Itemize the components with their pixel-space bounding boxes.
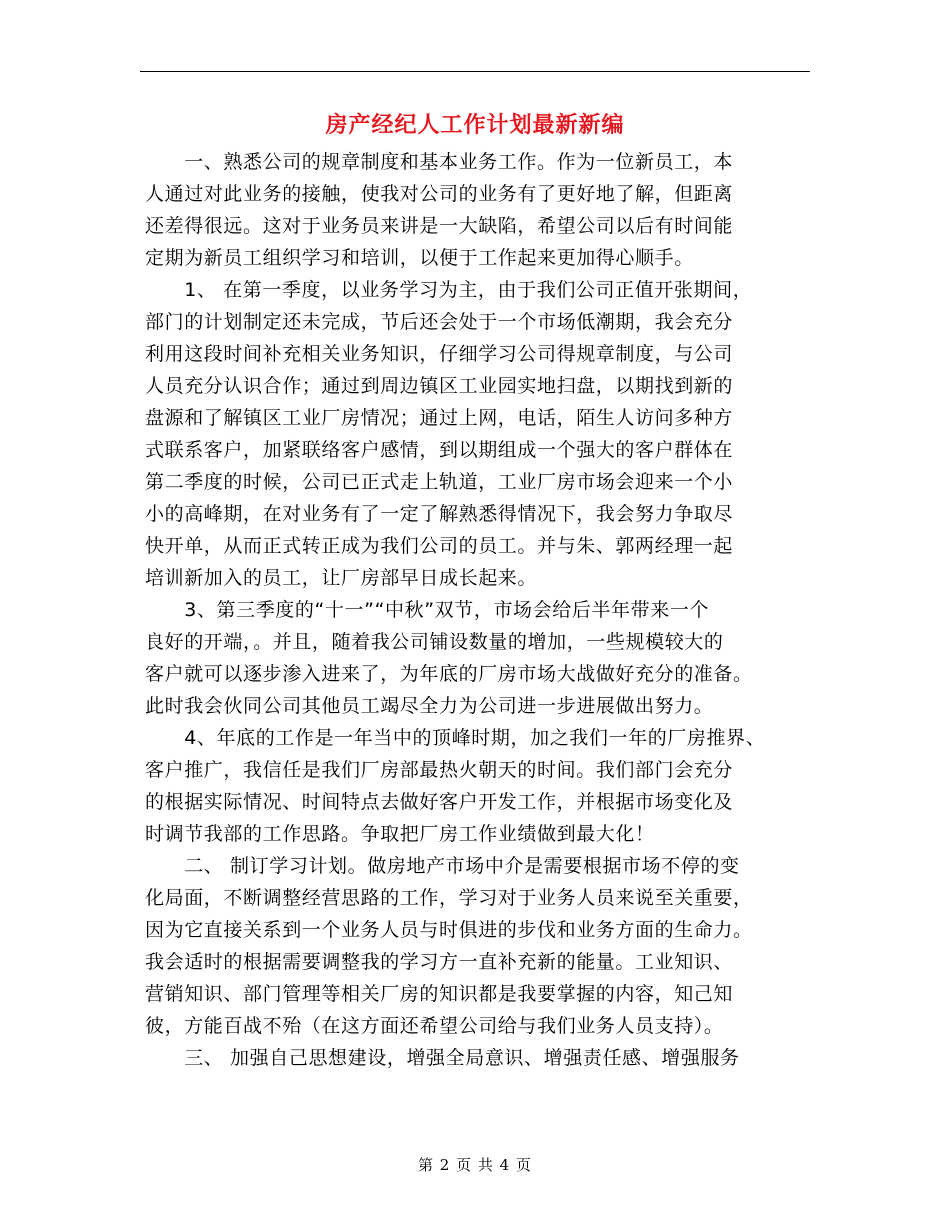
text-line: 客户就可以逐步渗入进来了，为年底的厂房市场大战做好充分的准备。 <box>145 663 753 685</box>
text-line: 盘源和了解镇区工业厂房情况；通过上网，电话，陌生人访问多种方 <box>145 407 734 429</box>
text-line: 时调节我部的工作思路。争取把厂房工作业绩做到最大化！ <box>145 823 655 845</box>
text-line: 彼，方能百战不殆（在这方面还希望公司给与我们业务人员支持）。 <box>145 1015 724 1037</box>
text-line: 良好的开端，。并且，随着我公司铺设数量的增加，一些规模较大的 <box>145 631 724 653</box>
text-line: 的根据实际情况、时间特点去做好客户开发工作，并根据市场变化及 <box>145 791 734 813</box>
text-line: 一、熟悉公司的规章制度和基本业务工作。作为一位新员工，本 <box>145 151 734 173</box>
text-line: 还差得很远。这对于业务员来讲是一大缺陷，希望公司以后有时间能 <box>145 215 734 237</box>
text-line: 培训新加入的员工，让厂房部早日成长起来。 <box>145 567 538 589</box>
page-footer: 第 2 页 共 4 页 <box>418 1156 532 1174</box>
document-title: 房产经纪人工作计划最新新编 <box>325 112 625 138</box>
text-line: 因为它直接关系到一个业务人员与时俱进的步伐和业务方面的生命力。 <box>145 919 753 941</box>
text-line: 我会适时的根据需要调整我的学习方一直补充新的能量。工业知识、 <box>145 951 734 973</box>
text-line: 1、 在第一季度，以业务学习为主，由于我们公司正值开张期间， <box>145 279 753 301</box>
text-line: 小的高峰期，在对业务有了一定了解熟悉得情况下，我会努力争取尽 <box>145 503 734 525</box>
header-rule <box>140 71 810 72</box>
text-line: 部门的计划制定还未完成，节后还会处于一个市场低潮期，我会充分 <box>145 311 734 333</box>
text-line: 化局面，不断调整经营思路的工作，学习对于业务人员来说至关重要， <box>145 887 753 909</box>
text-line: 人通过对此业务的接触，使我对公司的业务有了更好地了解，但距离 <box>145 183 734 205</box>
text-line: 定期为新员工组织学习和培训，以便于工作起来更加得心顺手。 <box>145 247 694 269</box>
text-line: 客户推广，我信任是我们厂房部最热火朝天的时间。我们部门会充分 <box>145 759 734 781</box>
text-line: 第二季度的时候，公司已正式走上轨道，工业厂房市场会迎来一个小 <box>145 471 734 493</box>
text-line: 营销知识、部门管理等相关厂房的知识都是我要掌握的内容，知己知 <box>145 983 734 1005</box>
text-line: 三、 加强自己思想建设，增强全局意识、增强责任感、增强服务 <box>145 1047 740 1069</box>
text-line: 利用这段时间补充相关业务知识，仔细学习公司得规章制度，与公司 <box>145 343 734 365</box>
text-line: 4、年底的工作是一年当中的顶峰时期，加之我们一年的厂房推界、 <box>145 727 766 749</box>
document-body <box>145 146 815 1074</box>
text-line: 此时我会伙同公司其他员工竭尽全力为公司进一步进展做出努力。 <box>145 695 714 717</box>
text-line: 二、 制订学习计划。做房地产市场中介是需要根据市场不停的变 <box>145 855 740 877</box>
text-line: 式联系客户，加紧联络客户感情，到以期组成一个强大的客户群体在 <box>145 439 734 461</box>
text-line: 快开单，从而正式转正成为我们公司的员工。并与朱、郭两经理一起 <box>145 535 734 557</box>
text-line: 人员充分认识合作；通过到周边镇区工业园实地扫盘，以期找到新的 <box>145 375 734 397</box>
text-line: 3、第三季度的“十一”“中秋”双节，市场会给后半年带来一个 <box>145 599 710 621</box>
